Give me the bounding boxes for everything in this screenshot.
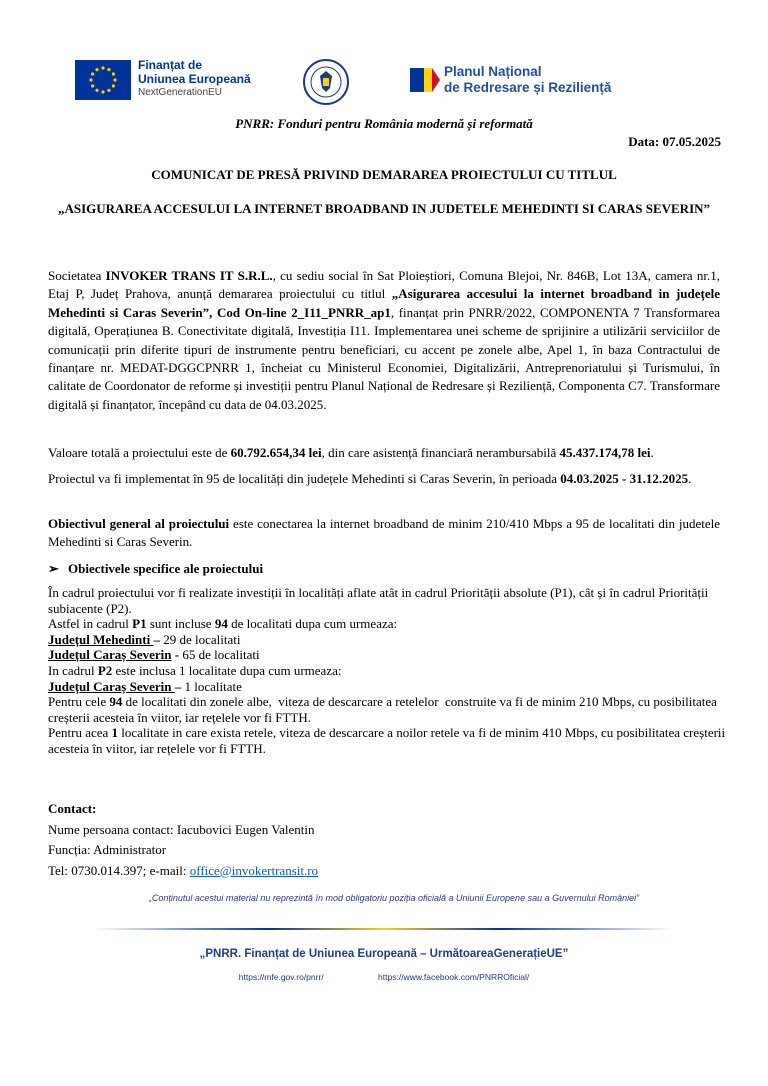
text-span: Societatea	[48, 268, 106, 283]
text-span: Valoare totală a proiectului este de	[48, 445, 231, 460]
footer-slogan: „PNRR. Finanțat de Uniunea Europeană – UrmătoareaGenerațieUE”	[199, 948, 569, 960]
pnrr-logo-line1: Planul Național	[444, 64, 542, 79]
contact-role: Funcția: Administrator	[48, 842, 167, 857]
text-span: de localitati din zonele albe, viteza de descarcare a retelelor construite va fi de minim 210 Mbps, cu posibilitatea creșterii acesteia în viitor, iar rețelele vor fi FTTH.	[48, 694, 721, 725]
footer-link-facebook[interactable]: https://www.facebook.com/PNRROficial/	[378, 972, 530, 982]
list-item	[48, 663, 728, 679]
text-span: Astfel in cadrul	[48, 616, 133, 632]
list-item	[48, 679, 728, 695]
list-item	[48, 647, 728, 663]
press-release-title: COMUNICAT DE PRESĂ PRIVIND DEMARAREA PROIECTULUI CU TITLUL	[151, 167, 617, 182]
list-item	[48, 585, 728, 616]
footer-disclaimer: „Conținutul acestui material nu reprezintă în mod obligatoriu poziția oficială a Uniunii Europene sau a Guvernului României”	[148, 893, 640, 903]
intro-paragraph	[48, 267, 720, 414]
list-item	[48, 694, 728, 725]
general-objective-paragraph	[48, 515, 720, 552]
contact-person: Nume persoana contact: Iacubovici Eugen Valentin	[48, 821, 315, 837]
pnrr-logo-line2: de Redresare și Reziliență	[444, 80, 612, 95]
text-span: .	[688, 471, 692, 486]
eu-logo-line1: Finanțat de	[138, 58, 203, 72]
eu-funding-logo	[75, 58, 255, 104]
total-value: 60.792.654,34 lei	[230, 445, 322, 460]
count-value: 94	[109, 694, 123, 710]
specific-objectives-heading	[48, 561, 263, 577]
text-span: 1 localitate	[181, 678, 242, 694]
grant-value: 45.437.174,78 lei	[559, 445, 651, 460]
text-span: , din care asistență financiară nerambursabilă	[321, 445, 560, 460]
eu-logo-line2: Uniunea Europeană	[138, 72, 251, 86]
heading-text: Obiectivele specifice ale proiectului	[68, 561, 264, 576]
text-span: este inclusa 1 localitate dupa cum urmeaza:	[112, 662, 342, 678]
romanian-government-seal-icon	[302, 58, 350, 106]
total-value-paragraph	[48, 444, 720, 462]
text-span: Pentru acea	[48, 725, 112, 741]
text-span: .	[650, 445, 654, 460]
dash: –	[174, 678, 182, 694]
list-item	[48, 725, 728, 756]
text-span: Pentru cele	[48, 694, 110, 710]
county-name: Județul Caraș Severin	[48, 647, 172, 663]
county-name: Județul Mehedinti	[48, 631, 154, 647]
company-name: INVOKER TRANS IT S.R.L.	[105, 268, 273, 283]
text-span: , cu sediu social în Sat Ploieștiori, Comuna Blejoi, Nr. 846B, Lot 13A, camera nr.1, Etaj P, Județ Prahova, anunță demararea proiectului cu titlul	[48, 268, 720, 302]
list-item	[48, 632, 728, 648]
contact-heading: Contact:	[48, 801, 97, 816]
text-span: 29 de localitati	[159, 631, 241, 647]
text-span: , finanțat prin PNRR/2022, COMPONENTA 7 Transformarea digitală, Operațiunea B. Conectivitate digitală, Investiția I11. Implementarea unei scheme de sprijinire a utilizării serviciilor de comunicații prin diferite tipuri de instrumente pentru beneficiari, cu accent pe zonele albe, Apel 1, în baza Contractului de finanțare nr. MEDAT-DGGCPNRR 1, încheiat cu Ministerul Economiei, Digitalizării, Antreprenoriatului și Turismului, în calitate de Coordonator de reforme și investiții pentru Planul Național de Redresare și Reziliență, Componenta C7. Transformare digitală și finanțator, începând cu data de 04.03.2025.	[48, 304, 721, 412]
priority-label: P2	[97, 662, 113, 678]
arrow-bullet-icon: ➢	[48, 561, 59, 576]
priority-label: P1	[132, 616, 147, 632]
text-span: este conectarea la internet broadband de minim 210/410 Mbps a 95 de localitati din judetele Mehedinti si Caras Severin.	[48, 516, 720, 550]
contact-email-link[interactable]: office@invokertransit.ro	[189, 862, 319, 878]
text-span: 65 de localitati	[182, 647, 260, 663]
tagline: PNRR: Fonduri pentru România modernă și reformată	[235, 116, 533, 131]
text-span: Proiectul va fi implementat în 95 de localități din județele Mehedinti si Caras Severin, în perioada	[48, 471, 561, 486]
footer-divider	[94, 928, 674, 930]
implementation-period: 04.03.2025 - 31.12.2025	[560, 471, 689, 486]
eu-logo-line3: NextGenerationEU	[138, 87, 222, 98]
document-date: Data: 07.05.2025	[628, 134, 721, 149]
footer-links	[94, 972, 674, 982]
specific-objectives-list	[48, 585, 728, 757]
eu-flag-icon	[75, 60, 131, 100]
dash: -	[171, 647, 183, 663]
text-span: localitate in care exista retele, viteza de descarcare a noilor retele va fi de minim 410 Mbps, cu posibilitatea creșterii acesteia în viitor, iar rețelele vor fi FTTH.	[48, 725, 729, 756]
text-span: In cadrul	[48, 662, 98, 678]
text-span: În cadrul proiectului vor fi realizate investiții în localități aflate atât in cadrul Priorității absolute (P1), cât și în cadrul Priorității subiacente (P2).	[48, 585, 712, 616]
pnrr-logo	[410, 62, 660, 102]
general-objective-label: Obiectivul general al proiectului	[48, 516, 230, 531]
text-span: sunt incluse	[146, 616, 215, 632]
project-title: „ASIGURAREA ACCESULUI LA INTERNET BROADBAND IN JUDETELE MEHEDINTI SI CARAS SEVERIN”	[57, 201, 711, 216]
project-name-code: „Asigurarea accesului la internet broadband in județele Mehedinti si Caras Severin”, Cod On-line 2_I11_PNRR_ap1	[48, 286, 721, 320]
contact-phone: Tel: 0730.014.397; e-mail:	[48, 862, 190, 878]
dash: –	[153, 631, 160, 647]
list-item	[48, 616, 728, 632]
count-value: 1	[111, 725, 119, 741]
footer-link-mfe[interactable]: https://mfe.gov.ro/pnrr/	[238, 972, 324, 982]
count-value: 94	[214, 616, 228, 632]
county-name: Județul Caraș Severin	[48, 678, 175, 694]
pnrr-flag-icon	[410, 64, 442, 96]
implementation-paragraph	[48, 470, 720, 488]
text-span: de localitati dupa cum urmeaza:	[227, 616, 398, 632]
contact-block	[48, 799, 318, 881]
